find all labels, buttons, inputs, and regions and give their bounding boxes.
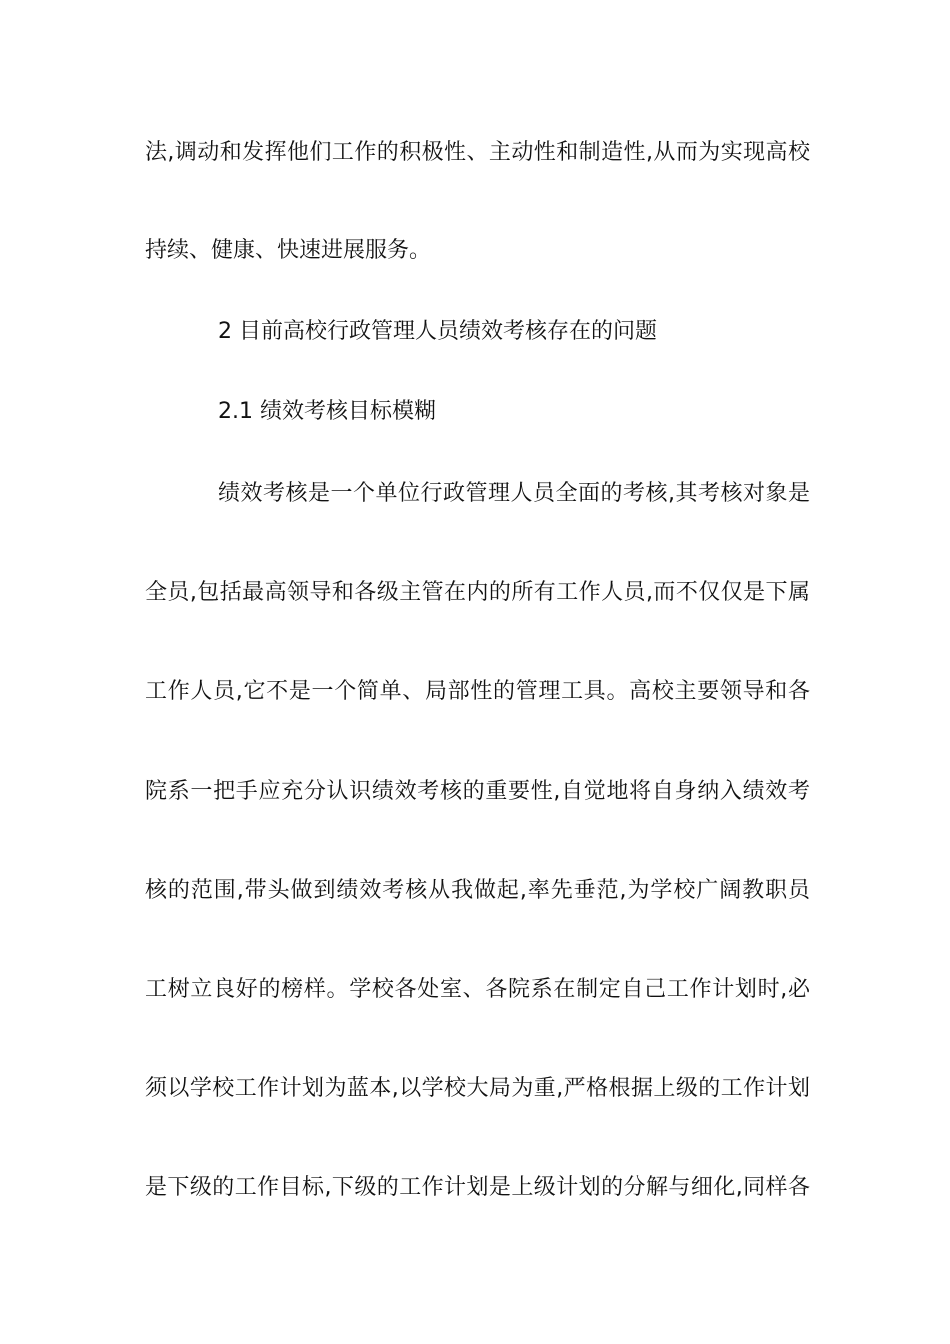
subsection-heading: 2.1 绩效考核目标模糊 [218, 399, 436, 424]
paragraph-line: 是下级的工作目标,下级的工作计划是上级计划的分解与细化,同样各 [145, 1175, 810, 1200]
paragraph-line: 工树立良好的榜样。学校各处室、各院系在制定自己工作计划时,必 [145, 977, 810, 1002]
paragraph-line: 持续、健康、快速进展服务。 [145, 238, 432, 263]
paragraph-line: 全员,包括最高领导和各级主管在内的所有工作人员,而不仅仅是下属 [145, 580, 810, 605]
paragraph-line: 法,调动和发挥他们工作的积极性、主动性和制造性,从而为实现高校 [145, 140, 810, 165]
paragraph-line: 须以学校工作计划为蓝本,以学校大局为重,严格根据上级的工作计划 [145, 1076, 810, 1101]
paragraph-line: 工作人员,它不是一个简单、局部性的管理工具。高校主要领导和各 [145, 679, 810, 704]
paragraph-line: 院系一把手应充分认识绩效考核的重要性,自觉地将自身纳入绩效考 [145, 779, 810, 804]
paragraph-line: 核的范围,带头做到绩效考核从我做起,率先垂范,为学校广阔教职员 [145, 878, 810, 903]
section-heading: 2 目前高校行政管理人员绩效考核存在的问题 [218, 319, 657, 344]
paragraph-line: 绩效考核是一个单位行政管理人员全面的考核,其考核对象是 [218, 481, 810, 506]
